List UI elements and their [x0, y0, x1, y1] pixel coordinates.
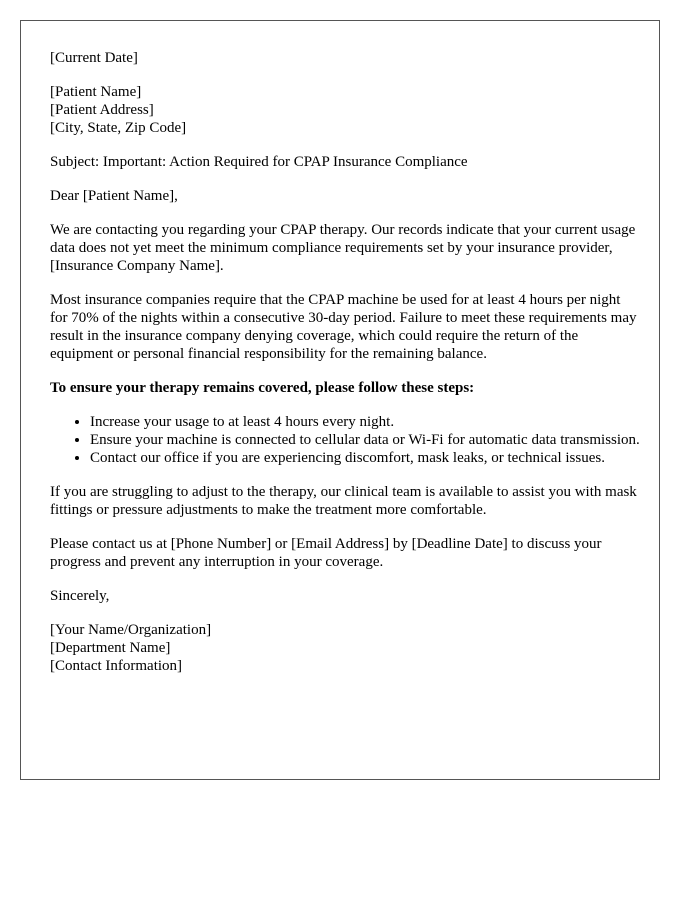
signature-block: [50, 621, 640, 675]
paragraph-compliance-requirements: Most insurance companies require that the CPAP machine be used for at least 4 hours per night for 70% of the nights within a consecutive 30-day period. Failure to meet these requirements may result in the insurance company denying coverage, which could require the return of the equipment or personal financial responsibility for the remaining balance.: [50, 292, 637, 362]
letter-body: [50, 49, 640, 691]
list-item: • Increase your usage to at least 4 hours every night.: [90, 413, 640, 431]
paragraph-clinical-support: If you are struggling to adjust to the therapy, our clinical team is available to assist you with mask fittings or pressure adjustments to make the treatment more comfortable.: [50, 484, 637, 518]
letter-page: [20, 20, 660, 780]
letter-salutation: Dear [Patient Name],: [50, 188, 178, 204]
letter-closing: Sincerely,: [50, 588, 110, 604]
steps-heading: To ensure your therapy remains covered, please follow these steps:: [50, 380, 475, 396]
recipient-address: [Patient Address]: [50, 102, 154, 118]
letter-date: [Current Date]: [50, 50, 138, 66]
signature-name: [Your Name/Organization]: [50, 622, 212, 638]
signature-department: [Department Name]: [50, 640, 171, 656]
paragraph-contact-request: Please contact us at [Phone Number] or [Email Address] by [Deadline Date] to discuss your progress and prevent any interruption in your coverage.: [50, 536, 602, 570]
recipient-city-state-zip: [City, State, Zip Code]: [50, 120, 187, 136]
paragraph-contact-reason: We are contacting you regarding your CPAP therapy. Our records indicate that your current usage data does not yet meet the minimum compliance requirements set by your insurance provider, [Insurance Company Name].: [50, 222, 636, 274]
letter-subject: Subject: Important: Action Required for CPAP Insurance Compliance: [50, 154, 468, 170]
signature-contact: [Contact Information]: [50, 658, 183, 674]
recipient-block: [50, 83, 640, 137]
list-item: • Ensure your machine is connected to cellular data or Wi-Fi for automatic data transmission.: [90, 431, 640, 449]
steps-list: [50, 413, 640, 467]
recipient-name: [Patient Name]: [50, 84, 142, 100]
list-item: • Contact our office if you are experiencing discomfort, mask leaks, or technical issues.: [90, 449, 640, 467]
